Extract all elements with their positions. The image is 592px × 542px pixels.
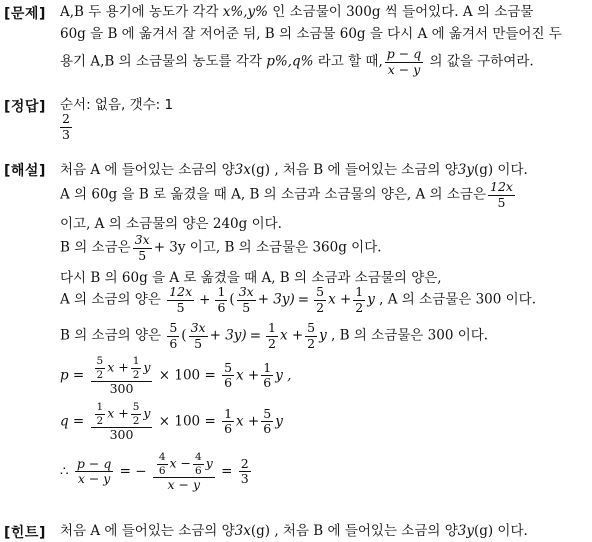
problem-tag: [문제] [4,6,46,22]
pq-over-xy-fraction: $\frac{p - q}{x - y}$ [386,46,422,77]
equation-q: q = $\frac{1}{2}$ x + $\frac{5}{2}$ y 300 × 100 = $\frac{1}{6}$ x + $\frac{5}{6}$ y [60,401,283,442]
solution-line-1: 처음 A 에 들어있는 소금의 양3x(g) , 처음 B 에 들어있는 소금의 양3y(g) 이다. [60,162,528,178]
solution-line-5: 다시 B 의 60g 을 A 로 옮겼을 때 A, B 의 소금과 소금물의 양은, [60,270,442,286]
result-big-fraction: $\frac{4}{6}$ x − $\frac{4}{6}$ y x − y [153,452,215,492]
answer-tag: [정답] [4,99,46,115]
problem-line-3: 용기 A,B 의 소금물의 농도를 각각 p%,q% 라고 할 때, $\frac{p - q}{x - y}$ 의 값을 구하여라. [60,46,534,77]
frac-1-6: $\frac{1}{6}$ [217,284,226,315]
problem-line-2: 60g 을 B 에 옮겨서 잘 저어준 뒤, B 의 소금물 60g 을 다시 A 에 옮겨서 만들어진 두 [60,26,562,42]
frac-5-6: $\frac{5}{6}$ [169,320,178,351]
frac-1-2-b: $\frac{1}{2}$ [268,320,276,351]
solution-line-6: A 의 소금의 양은 $\frac{12x}{5}$ + $\frac{1}{6}$ ( $\frac{3x}{5}$ + 3y) = $\frac{5}{2}$ x + $\frac{1}{2}$ y , A 의 소금물은 300 이다. [60,284,537,315]
problem-line-1: A,B 두 용기에 농도가 각각 x%,y% 인 소금물이 300g 씩 들어있다. A 의 소금물 [60,4,534,20]
hint-line: 처음 A 에 들어있는 소금의 양3x(g) , 처음 B 에 들어있는 소금의 양3y(g) 이다. [60,523,528,539]
q-big-fraction: $\frac{1}{2}$ x + $\frac{5}{2}$ y 300 [91,402,153,442]
frac-3x-5-b: $\frac{3x}{5}$ [190,320,206,351]
equation-result: ∴ $\frac{p - q}{x - y}$ = − $\frac{4}{6}$ x − $\frac{4}{6}$ y x − y = $\frac{2}{3}$ [60,451,249,492]
frac-3x-5: $\frac{3x}{5}$ [238,284,254,315]
solution-tag: [해설] [4,163,46,179]
solution-line-2: A 의 60g 을 B 로 옮겼을 때 A, B 의 소금과 소금물의 양은, A 의 소금은 $\frac{12x}{5}$ [60,179,513,210]
answer-fraction: $\frac{2}{3}$ [62,111,70,142]
solution-line-7: B 의 소금의 양은 $\frac{5}{6}$ ( $\frac{3x}{5}$ + 3y) = $\frac{1}{2}$ x + $\frac{5}{2}$ y , B 의 소금물은 300 이다. [60,320,489,351]
answer-fraction-wrap [58,113,74,141]
p-big-fraction: $\frac{5}{2}$ x + $\frac{1}{2}$ y 300 [91,356,153,396]
frac-5-2: $\frac{5}{2}$ [316,284,325,315]
frac-12x-5: $\frac{12x}{5}$ [169,284,193,315]
equation-p: p = $\frac{5}{2}$ x + $\frac{1}{2}$ y 300 × 100 = $\frac{5}{6}$ x + $\frac{1}{6}$ y , [60,355,292,396]
frac-1-2: $\frac{1}{2}$ [355,284,364,315]
twelve-x-over-five: $\frac{12x}{5}$ [490,179,513,210]
solution-line-3: 이고, A 의 소금물의 양은 240g 이다. [60,216,282,232]
three-x-over-five: $\frac{3x}{5}$ [134,232,150,263]
frac-5-2-b: $\frac{5}{2}$ [307,320,316,351]
answer-line: 순서: 없음, 갯수: 1 [60,97,174,113]
hint-tag: [힌트] [4,525,46,541]
solution-line-4: B 의 소금은 $\frac{3x}{5}$ + 3y 이고, B 의 소금물은 360g 이다. [60,232,382,263]
